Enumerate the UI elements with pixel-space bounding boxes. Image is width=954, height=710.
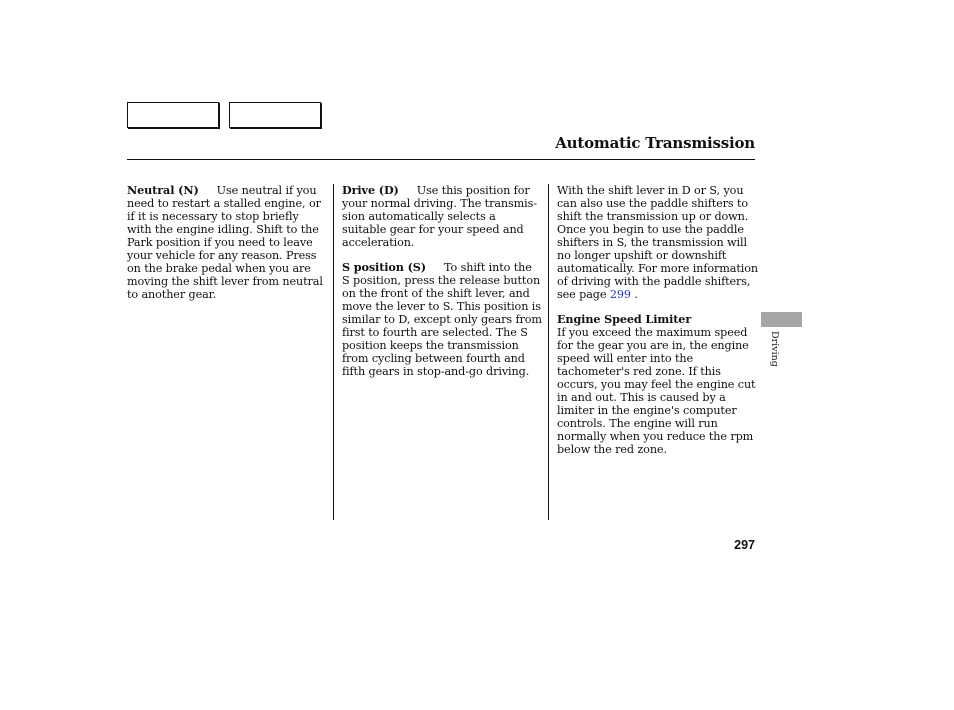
neutral-heading: Neutral (N) — [127, 183, 199, 197]
drive-heading: Drive (D) — [342, 183, 399, 197]
nav-button-main-menu[interactable] — [127, 102, 219, 128]
drive-paragraph — [342, 184, 542, 249]
column-divider — [333, 184, 334, 520]
paddle-text: With the shift lever in D or S, you can also use the paddle shifters to shift the transmission up or down. Once you begin to use the paddle shifters in S, the transmission will no longer upshift or downshift automatically. For more information of driving with the paddle shifters, see page — [557, 184, 758, 301]
s-position-paragraph — [342, 261, 542, 378]
page-title: Automatic Transmission — [555, 134, 755, 152]
page-reference-end: . — [634, 288, 638, 301]
header-rule — [127, 159, 755, 160]
limiter-text: If you exceed the maximum speed for the gear you are in, the engine speed will enter into the tachometer's red zone. If this occurs, you may feel the engine cut in and out. This is caused by a limiter in the engine's computer controls. The engine will run normally when you reduce the rpm below the red zone. — [557, 326, 756, 456]
section-tab — [761, 312, 802, 327]
s-position-text: To shift into the S position, press the release button on the front of the shift lever, and move the lever to S. This position is similar to D, except only gears from first to fourth are selected. The S position keeps the transmission from cycling between fourth and fifth gears in stop-and-go driving. — [342, 261, 542, 378]
s-position-heading: S position (S) — [342, 260, 426, 274]
column-drive — [342, 184, 542, 390]
page-reference-link[interactable]: 299 — [609, 288, 631, 301]
drive-text: Use this position for your normal driving. The transmis-sion automatically selects a suitable gear for your speed and acceleration. — [342, 184, 537, 249]
paddle-paragraph — [557, 184, 759, 301]
section-label: Driving — [769, 331, 780, 367]
page-number: 297 — [734, 538, 755, 552]
neutral-text: Use neutral if you need to restart a stalled engine, or if it is necessary to stop briefly with the engine idling. Shift to the Park position if you need to leave your vehicle for any reason. Press on the brake pedal when you are moving the shift lever from neutral to another gear. — [127, 184, 323, 301]
nav-button-index[interactable] — [229, 102, 321, 128]
neutral-paragraph — [127, 184, 323, 301]
limiter-heading: Engine Speed Limiter — [557, 312, 692, 326]
column-neutral — [127, 184, 323, 313]
column-paddle-shifters — [557, 184, 759, 456]
column-divider — [548, 184, 549, 520]
